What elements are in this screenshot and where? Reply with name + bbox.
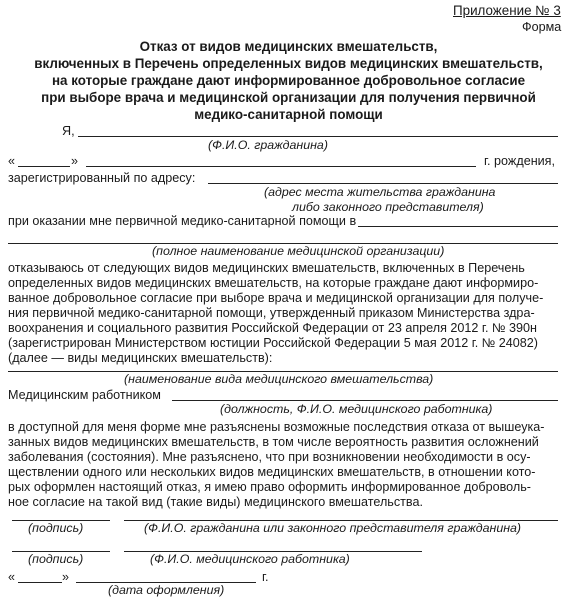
intervention-hint: (наименование вида медицинского вмешательства) [124,372,434,386]
refusal-line-6: (зарегистрирован Министерством юстиции Российской Федерации 5 мая 2012 г. № 24082) [8,336,538,350]
refusal-line-3: ванное добровольное согласие при выборе врача и медицинской организации для получе- [8,291,544,305]
date-quote-open: « [8,570,16,584]
fio-hint: (Ф.И.О. гражданина) [208,138,328,152]
citizen-fio-hint: (Ф.И.О. гражданина или законного представителя гражданина) [144,521,522,535]
org-hint: (полное наименование медицинской организации) [152,244,445,258]
refusal-line-2: определенных видов медицинских вмешательств, на которые граждане дают информиро- [8,276,539,290]
provision-label: при оказании мне первичной медико-санитарной помощи в [8,214,357,228]
med-worker-label: Медицинским работником [8,388,161,402]
date-quote-close: » [62,570,70,584]
fio-line[interactable] [78,136,558,137]
explanation-line-1: в доступной для меня форме мне разъяснены возможные последствия отказа от вышеука- [8,420,545,434]
explanation-line-3: заболевания (состояния). Мне разъяснено, что при возникновении необходимости в осу- [8,450,531,464]
signature-hint-2: (подпись) [28,552,84,566]
explanation-line-4: ществлении одного или нескольких видов медицинских вмешательств, в отношении кото- [8,465,536,479]
title-line-4: при выборе врача и медицинской организации для получения первичной [41,90,536,105]
quote-close: » [71,154,79,168]
worker-hint: (должность, Ф.И.О. медицинского работника) [220,402,493,416]
explanation-line-6: ное согласие на такой вид (такие виды) медицинского вмешательства. [8,495,423,509]
refusal-line-7: (далее — виды медицинских вмешательств): [8,351,273,365]
i-label: Я, [62,124,75,138]
worker-line[interactable] [172,400,558,401]
refusal-line-4: ния первичной медико-санитарной помощи, утвержденный приказом Министерства здра- [8,306,535,320]
date-day-line[interactable] [18,582,62,583]
title-line-1: Отказ от видов медицинских вмешательств, [139,39,438,54]
explanation-line-5: рых оформлен настоящий отказ, я имею право оформить информированное доброволь- [8,480,531,494]
birth-month-year-line[interactable] [86,166,476,167]
signature-hint: (подпись) [28,521,84,535]
appendix-label: Приложение № 3 [453,3,561,18]
address-hint-2: либо законного представителя) [292,200,484,214]
refusal-line-1: отказываюсь от следующих видов медицинских вмешательств, включенных в Перечень [8,261,525,275]
title-line-5: медико-санитарной помощи [194,107,383,122]
refusal-line-5: воохранения и социального развития Российской Федерации от 23 апреля 2012 г. № 390н [8,321,537,335]
worker-fio-hint: (Ф.И.О. медицинского работника) [150,552,350,566]
address-hint-1: (адрес места жительства гражданина [264,185,496,199]
address-line[interactable] [208,183,558,184]
form-label: Форма [522,20,562,34]
quote-open: « [8,154,16,168]
birth-suffix: г. рождения, [484,154,556,168]
date-hint: (дата оформления) [108,583,225,597]
birth-day-line[interactable] [18,166,70,167]
title-line-2: включенных в Перечень определенных видов медицинских вмешательств, [34,56,543,71]
explanation-line-2: занных видов медицинских вмешательств, в том числе вероятность развития осложнений [8,435,539,449]
registered-label: зарегистрированный по адресу: [8,171,196,185]
org-line-1[interactable] [358,226,558,227]
title-line-3: на которые граждане дают информированное добровольное согласие [51,73,526,88]
year-suffix: г. [262,570,269,584]
